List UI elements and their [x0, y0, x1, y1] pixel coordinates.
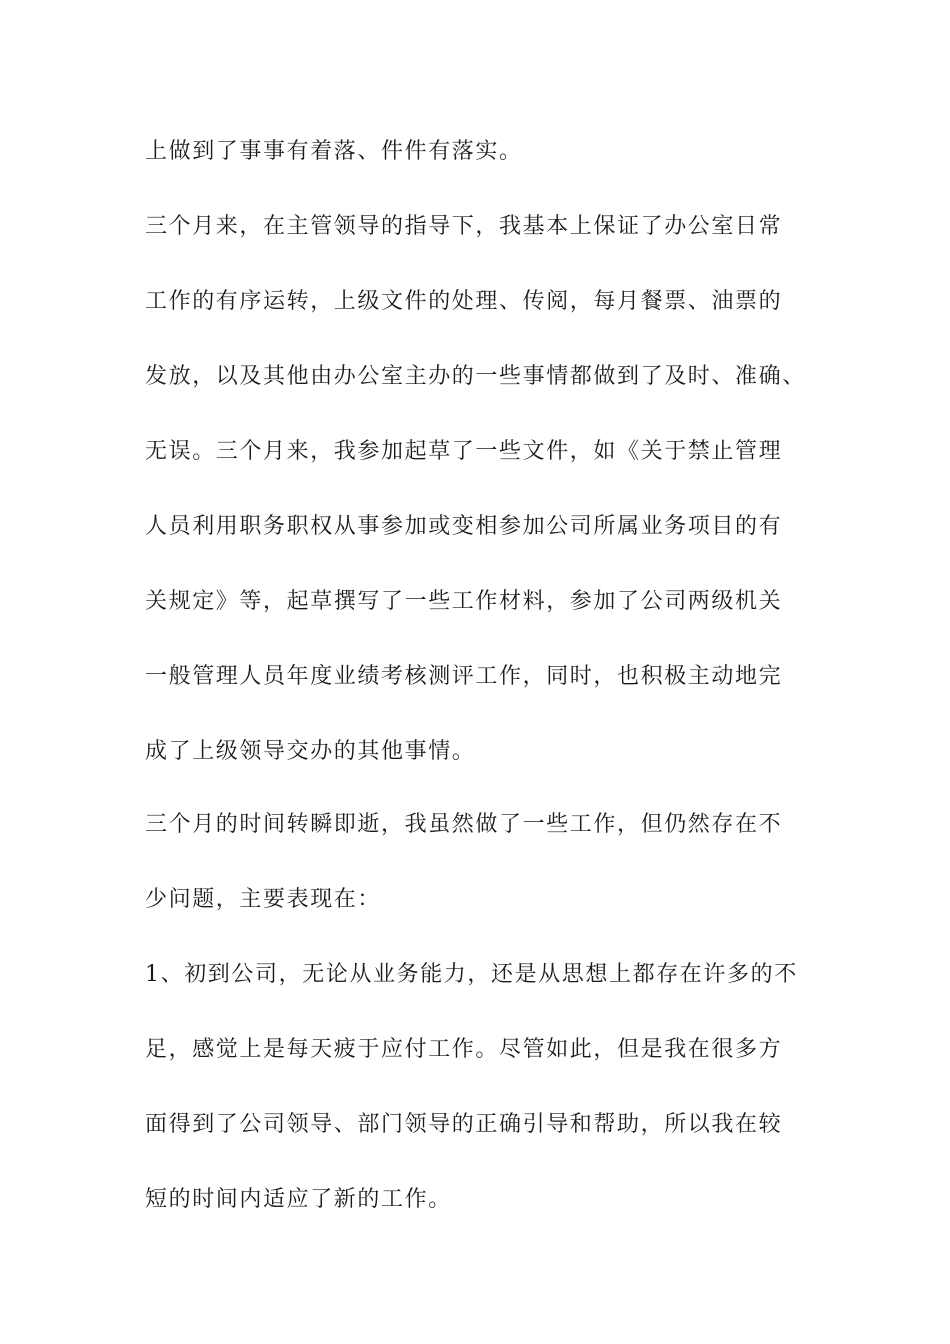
- text-line: 无误。三个月来，我参加起草了一些文件，如《关于禁止管理: [145, 439, 783, 464]
- text-line: 成了上级领导交办的其他事情。: [145, 739, 476, 764]
- text-line: 短的时间内适应了新的工作。: [145, 1187, 452, 1212]
- text-line: 工作的有序运转，上级文件的处理、传阅，每月餐票、油票的: [145, 289, 783, 314]
- text-line: 三个月的时间转瞬即逝，我虽然做了一些工作，但仍然存在不: [145, 812, 783, 837]
- text-line: 面得到了公司领导、部门领导的正确引导和帮助，所以我在较: [145, 1112, 783, 1137]
- text-line: 少问题，主要表现在：: [145, 887, 382, 912]
- text-line: 人员利用职务职权从事参加或变相参加公司所属业务项目的有: [145, 514, 783, 539]
- text-line: 上做到了事事有着落、件件有落实。: [145, 139, 523, 164]
- text-line: 发放，以及其他由办公室主办的一些事情都做到了及时、准确、: [145, 364, 806, 389]
- text-line: 三个月来，在主管领导的指导下，我基本上保证了办公室日常: [145, 214, 783, 239]
- text-line: 关规定》等，起草撰写了一些工作材料，参加了公司两级机关: [145, 589, 783, 614]
- text-line: 足，感觉上是每天疲于应付工作。尽管如此，但是我在很多方: [145, 1037, 783, 1062]
- text-line: 1、初到公司，无论从业务能力，还是从思想上都存在许多的不: [145, 962, 798, 987]
- text-line: 一般管理人员年度业绩考核测评工作，同时，也积极主动地完: [145, 664, 783, 689]
